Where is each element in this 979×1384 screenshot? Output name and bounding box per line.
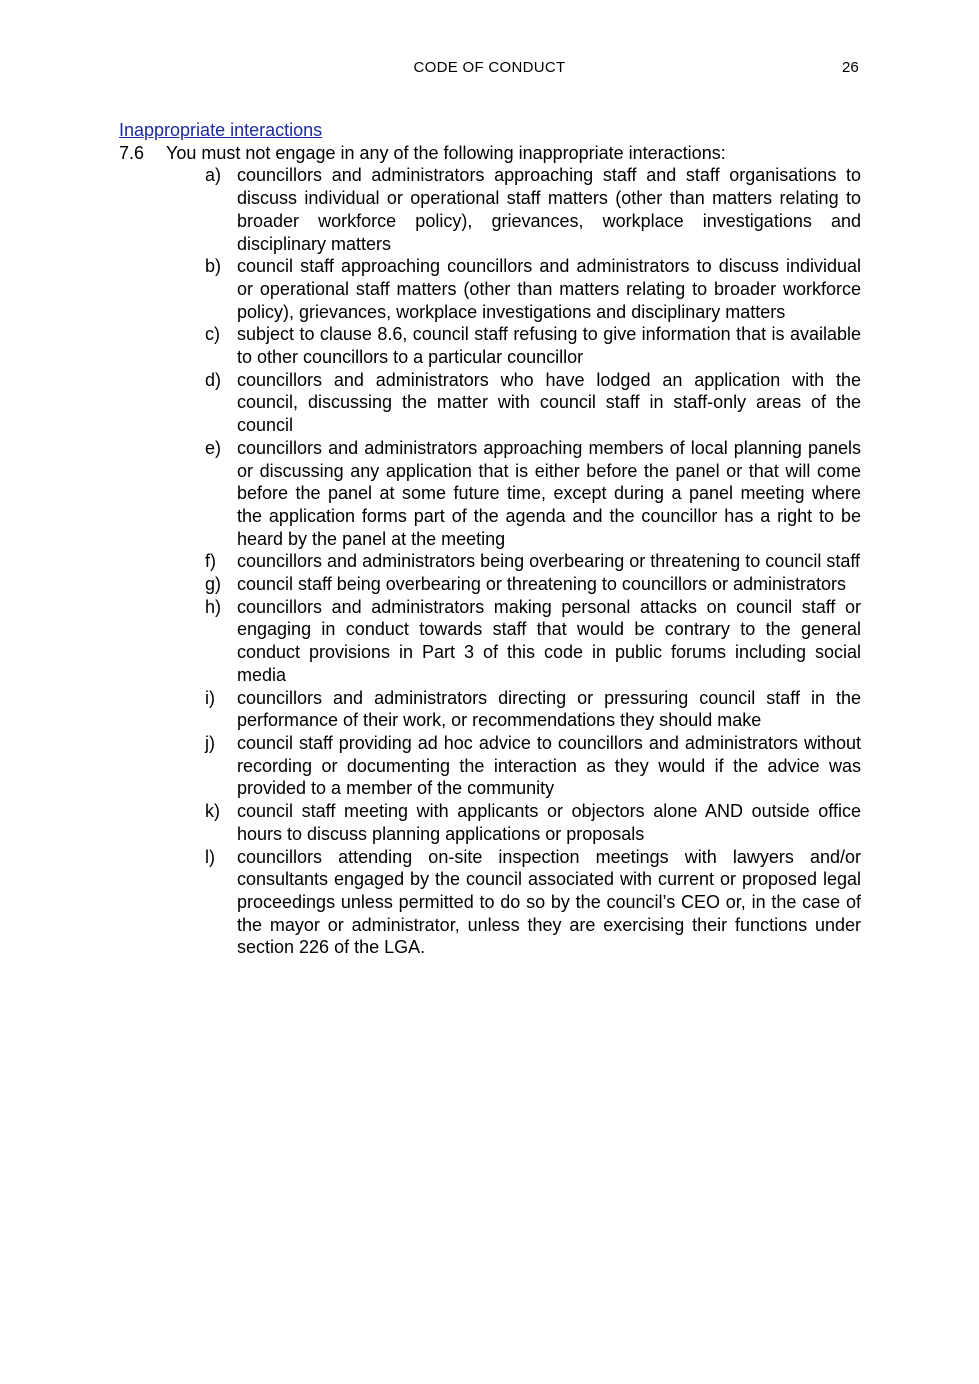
list-item-text: councillors and administrators approaching members of local planning panels or discussing any application that is either before the panel or that will come before the panel at some future time, except during a panel meeting where the application forms part of the agenda and the councillor has a right to be heard by the panel at the meeting [237,437,861,549]
list-item [119,164,861,255]
list-item [119,369,861,437]
clause-number: 7.6 [119,142,145,163]
list-item-marker: b) [205,256,222,277]
list-item-marker: d) [205,369,222,390]
list-item-marker: k) [205,801,220,822]
list-item [119,687,861,732]
list-item [119,573,861,596]
list-item-text: council staff approaching councillors and administrators to discuss individual or operational staff matters (other than matters relating to broader workforce policy), grievances, workplace investigations and disciplinary matters [237,256,861,322]
list-item-marker: j) [205,732,215,753]
list-item-marker: h) [205,596,222,617]
list-item [119,323,861,368]
list-item-text: councillors and administrators directing or pressuring council staff in the performance of their work, or recommendations they should make [237,687,861,731]
interaction-list [119,164,861,959]
list-item-text: councillors attending on-site inspection meetings with lawyers and/or consultants engaged by the council associated with current or proposed legal proceedings unless permitted to do so by the council’s CEO or, in the case of the mayor or administrator, unless they are exercising their functions under section 226 of the LGA. [237,846,861,958]
list-item-marker: f) [205,551,216,572]
clause-7-6 [119,142,861,165]
document-title: CODE OF CONDUCT [413,59,566,76]
list-item-text: councillors and administrators who have lodged an application with the council, discussing the matter with council staff in staff-only areas of the council [237,369,861,436]
list-item [119,846,861,960]
clause-intro-text: You must not engage in any of the following inappropriate interactions: [166,142,726,163]
list-item-marker: e) [205,437,222,458]
list-item-marker: l) [205,846,215,867]
list-item [119,437,861,551]
list-item [119,596,861,687]
list-item-marker: c) [205,324,220,345]
list-item-marker: g) [205,574,222,595]
section-heading-link[interactable]: Inappropriate interactions [119,120,323,140]
page-number: 26 [842,59,859,76]
list-item [119,550,861,573]
list-item-marker: i) [205,687,215,708]
list-item-marker: a) [205,165,222,186]
list-item-text: subject to clause 8.6, council staff refusing to give information that is available to other councillors to a particular councillor [237,324,861,368]
list-item-text: council staff providing ad hoc advice to councillors and administrators without recording or documenting the interaction as they would if the advice was provided to a member of the community [237,732,861,799]
page-body [119,119,861,959]
list-item [119,255,861,323]
list-item-text: councillors and administrators approaching staff and staff organisations to discuss individual or operational staff matters (other than matters relating to broader workforce policy), grievances, workplace investigations and disciplinary matters [237,165,861,254]
list-item-text: councillors and administrators being overbearing or threatening to council staff [237,551,861,572]
list-item-text: councillors and administrators making personal attacks on council staff or engaging in conduct towards staff that would be contrary to the general conduct provisions in Part 3 of this code in public forums including social media [237,596,861,685]
list-item [119,800,861,845]
list-item-text: council staff meeting with applicants or objectors alone AND outside office hours to discuss planning applications or proposals [237,801,861,844]
list-item [119,732,861,800]
list-item-text: council staff being overbearing or threatening to councillors or administrators [237,574,846,595]
